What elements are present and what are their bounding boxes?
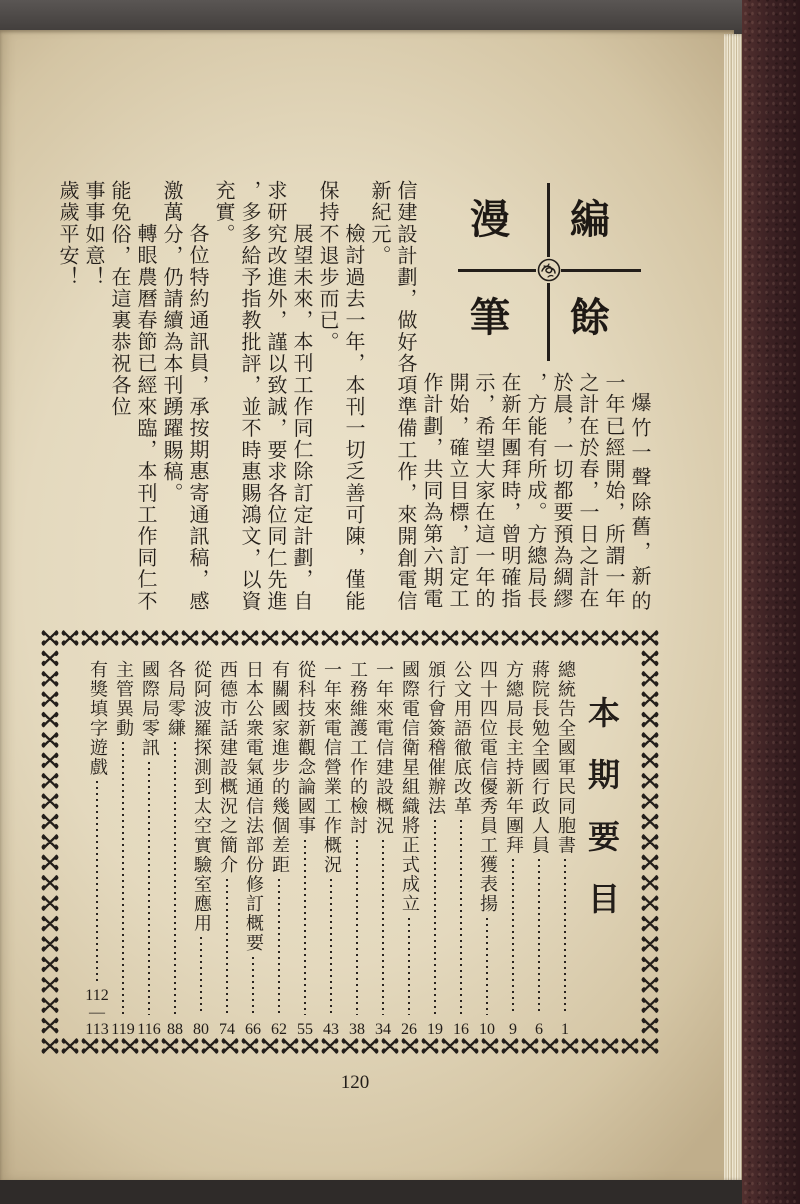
editorial-line: 新紀元。 <box>368 180 392 267</box>
contents-entry <box>214 660 240 1038</box>
contents-entry <box>526 660 552 1038</box>
contents-entry-page: 80 <box>193 1021 209 1038</box>
editorial-line: 保持不退步而已。 <box>316 180 340 353</box>
editorial-line: 展望未來，本刊工作同仁除訂定計劃，自 <box>290 223 314 612</box>
contents-entry-title: 頒行會簽稽催辦法 <box>425 660 446 816</box>
title-char: 筆 <box>470 294 510 341</box>
editorial-line: 之計在於春，一日之計在 <box>576 372 600 610</box>
editorial-line: 激萬分，仍請續為本刊踴躍賜稿。 <box>160 180 184 504</box>
contents-entry-page: 26 <box>401 1021 417 1038</box>
editorial-line: 開始，確立目標，訂定工 <box>446 372 470 610</box>
dot-leader <box>304 840 306 1016</box>
page-number: 120 <box>340 1072 370 1093</box>
dot-leader <box>330 879 332 1016</box>
contents-entry-title: 有關國家進步的幾個差距 <box>269 660 290 875</box>
contents-entry-title: 國際電信衛星組織將正式成立 <box>399 660 420 914</box>
flower-ornament-icon <box>536 257 562 283</box>
dot-leader <box>538 859 540 1015</box>
book-cover <box>742 0 800 1204</box>
dot-leader <box>96 781 98 981</box>
contents-entry-title: 有獎填字遊戲 <box>87 660 108 777</box>
contents-entry-title: 工務維護工作的檢討 <box>347 660 368 836</box>
dot-leader <box>512 859 514 1015</box>
page-edges <box>724 34 744 1180</box>
contents-entry-title: 四十四位電信優秀員工獲表揚 <box>477 660 498 914</box>
contents-entry-page: 74 <box>219 1021 235 1038</box>
contents-entry-page: 38 <box>349 1021 365 1038</box>
dot-leader <box>382 840 384 1016</box>
editorial-line: 求研究改進外，謹以致誠，要求各位同仁先進 <box>264 180 288 612</box>
editorial-line: 各位特約通訊員，承按期惠寄通訊稿，感 <box>186 223 210 612</box>
contents-entry-title: 各局零縑 <box>165 660 186 738</box>
editorial-line: 信建設計劃，做好各項準備工作，來開創電信 <box>394 180 418 612</box>
contents-entry-title: 方總局長主持新年團拜 <box>503 660 524 855</box>
contents-entry-page: 119 <box>111 1021 135 1038</box>
contents-entry-title: 主管異動 <box>113 660 134 738</box>
contents-entry-page: 88 <box>167 1021 183 1038</box>
editorial-line: 歲歲平安！ <box>56 180 80 288</box>
dot-leader <box>564 859 566 1015</box>
editorial-line: 能免俗，在這裏恭祝各位 <box>108 180 132 418</box>
contents-entry-page: 55 <box>297 1021 313 1038</box>
contents-entry-page: 43 <box>323 1021 339 1038</box>
title-char: 餘 <box>570 294 610 341</box>
contents-entry-page: 10 <box>479 1021 495 1038</box>
contents-entry-title: 一年來電信建設概況 <box>373 660 394 836</box>
dot-leader <box>200 937 202 1015</box>
contents-entry-page: 19 <box>427 1021 443 1038</box>
title-rule-vertical <box>547 183 550 257</box>
editorial-line: 示，希望大家在這一年的 <box>472 372 496 610</box>
editorial-line: 充實。 <box>212 180 236 245</box>
editorial-line: 作計劃，共同為第六期電 <box>420 372 444 610</box>
contents-list <box>84 660 578 1038</box>
dot-leader <box>122 742 124 1015</box>
contents-entry-page: 9 <box>509 1021 517 1038</box>
dot-leader <box>174 742 176 1015</box>
title-rule-horizontal <box>458 269 536 272</box>
title-rule-vertical <box>547 283 550 361</box>
contents-entry <box>448 660 474 1038</box>
contents-entry <box>136 660 162 1038</box>
contents-entry <box>110 660 136 1038</box>
editorial-region-upper <box>419 372 653 612</box>
contents-entry <box>474 660 500 1038</box>
contents-entry-page: 66 <box>245 1021 261 1038</box>
title-rule-horizontal <box>561 269 641 272</box>
contents-entry <box>500 660 526 1038</box>
editorial-line: 爆竹一聲除舊，新的 <box>628 392 652 612</box>
editorial-region-main <box>55 180 419 616</box>
dot-leader <box>226 879 228 1016</box>
contents-entry-page: 6 <box>535 1021 543 1038</box>
dot-leader <box>460 820 462 1015</box>
contents-entry <box>370 660 396 1038</box>
title-char: 編 <box>570 196 610 243</box>
contents-entry <box>84 660 110 1038</box>
contents-entry-page: 34 <box>375 1021 391 1038</box>
contents-entry-page: 1 <box>561 1021 569 1038</box>
contents-entry-page: 116 <box>137 1021 161 1038</box>
contents-entry <box>240 660 266 1038</box>
contents-entry-page: 16 <box>453 1021 469 1038</box>
contents-entry <box>344 660 370 1038</box>
contents-entry <box>266 660 292 1038</box>
contents-entry <box>162 660 188 1038</box>
contents-entry-page: 62 <box>271 1021 287 1038</box>
contents-entry <box>318 660 344 1038</box>
contents-entry <box>188 660 214 1038</box>
contents-entry-title: 從科技新觀念論國事 <box>295 660 316 836</box>
contents-entry-title: 從阿波羅探測到太空實驗室應用 <box>191 660 212 933</box>
contents-entry-title: 西德市話建設概況之簡介 <box>217 660 238 875</box>
editorial-line: 於晨，一切都要預為綢繆 <box>550 372 574 610</box>
contents-entry <box>396 660 422 1038</box>
contents-heading: 本期要目 <box>583 696 621 944</box>
contents-entry-title: 公文用語徹底改革 <box>451 660 472 816</box>
dot-leader <box>434 820 436 1015</box>
editorial-line: ，多多給予指教批評，並不時惠賜鴻文，以資 <box>238 180 262 612</box>
editorial-line: 檢討過去一年，本刊一切乏善可陳，僅能 <box>342 223 366 612</box>
dot-leader <box>356 840 358 1016</box>
title-char: 漫 <box>470 196 510 243</box>
editorial-line: 一年已經開始，所謂一年 <box>602 372 626 610</box>
contents-entry-page: 112—113 <box>85 987 109 1038</box>
contents-entry-title: 蔣院長勉全國行政人員 <box>529 660 550 855</box>
dot-leader <box>486 918 488 1016</box>
contents-entry <box>552 660 578 1038</box>
contents-entry-title: 一年來電信營業工作概況 <box>321 660 342 875</box>
dot-leader <box>252 957 254 1016</box>
dot-leader <box>408 918 410 1016</box>
contents-entry <box>292 660 318 1038</box>
dot-leader <box>278 879 280 1016</box>
contents-entry-title: 國際局零訊 <box>139 660 160 758</box>
editorial-line: 事事如意！ <box>82 180 106 288</box>
background-top <box>0 0 800 34</box>
contents-entry-title: 總統告全國軍民同胞書 <box>555 660 576 855</box>
contents-entry-title: 日本公衆電氣通信法部份修訂概要 <box>243 660 264 953</box>
editorial-line: 在新年團拜時，曾明確指 <box>498 372 522 610</box>
editorial-line: 轉眼農曆春節已經來臨，本刊工作同仁不 <box>134 223 158 612</box>
dot-leader <box>148 762 150 1016</box>
contents-entry <box>422 660 448 1038</box>
editorial-line: ，方能有所成。方總局長 <box>524 372 548 610</box>
